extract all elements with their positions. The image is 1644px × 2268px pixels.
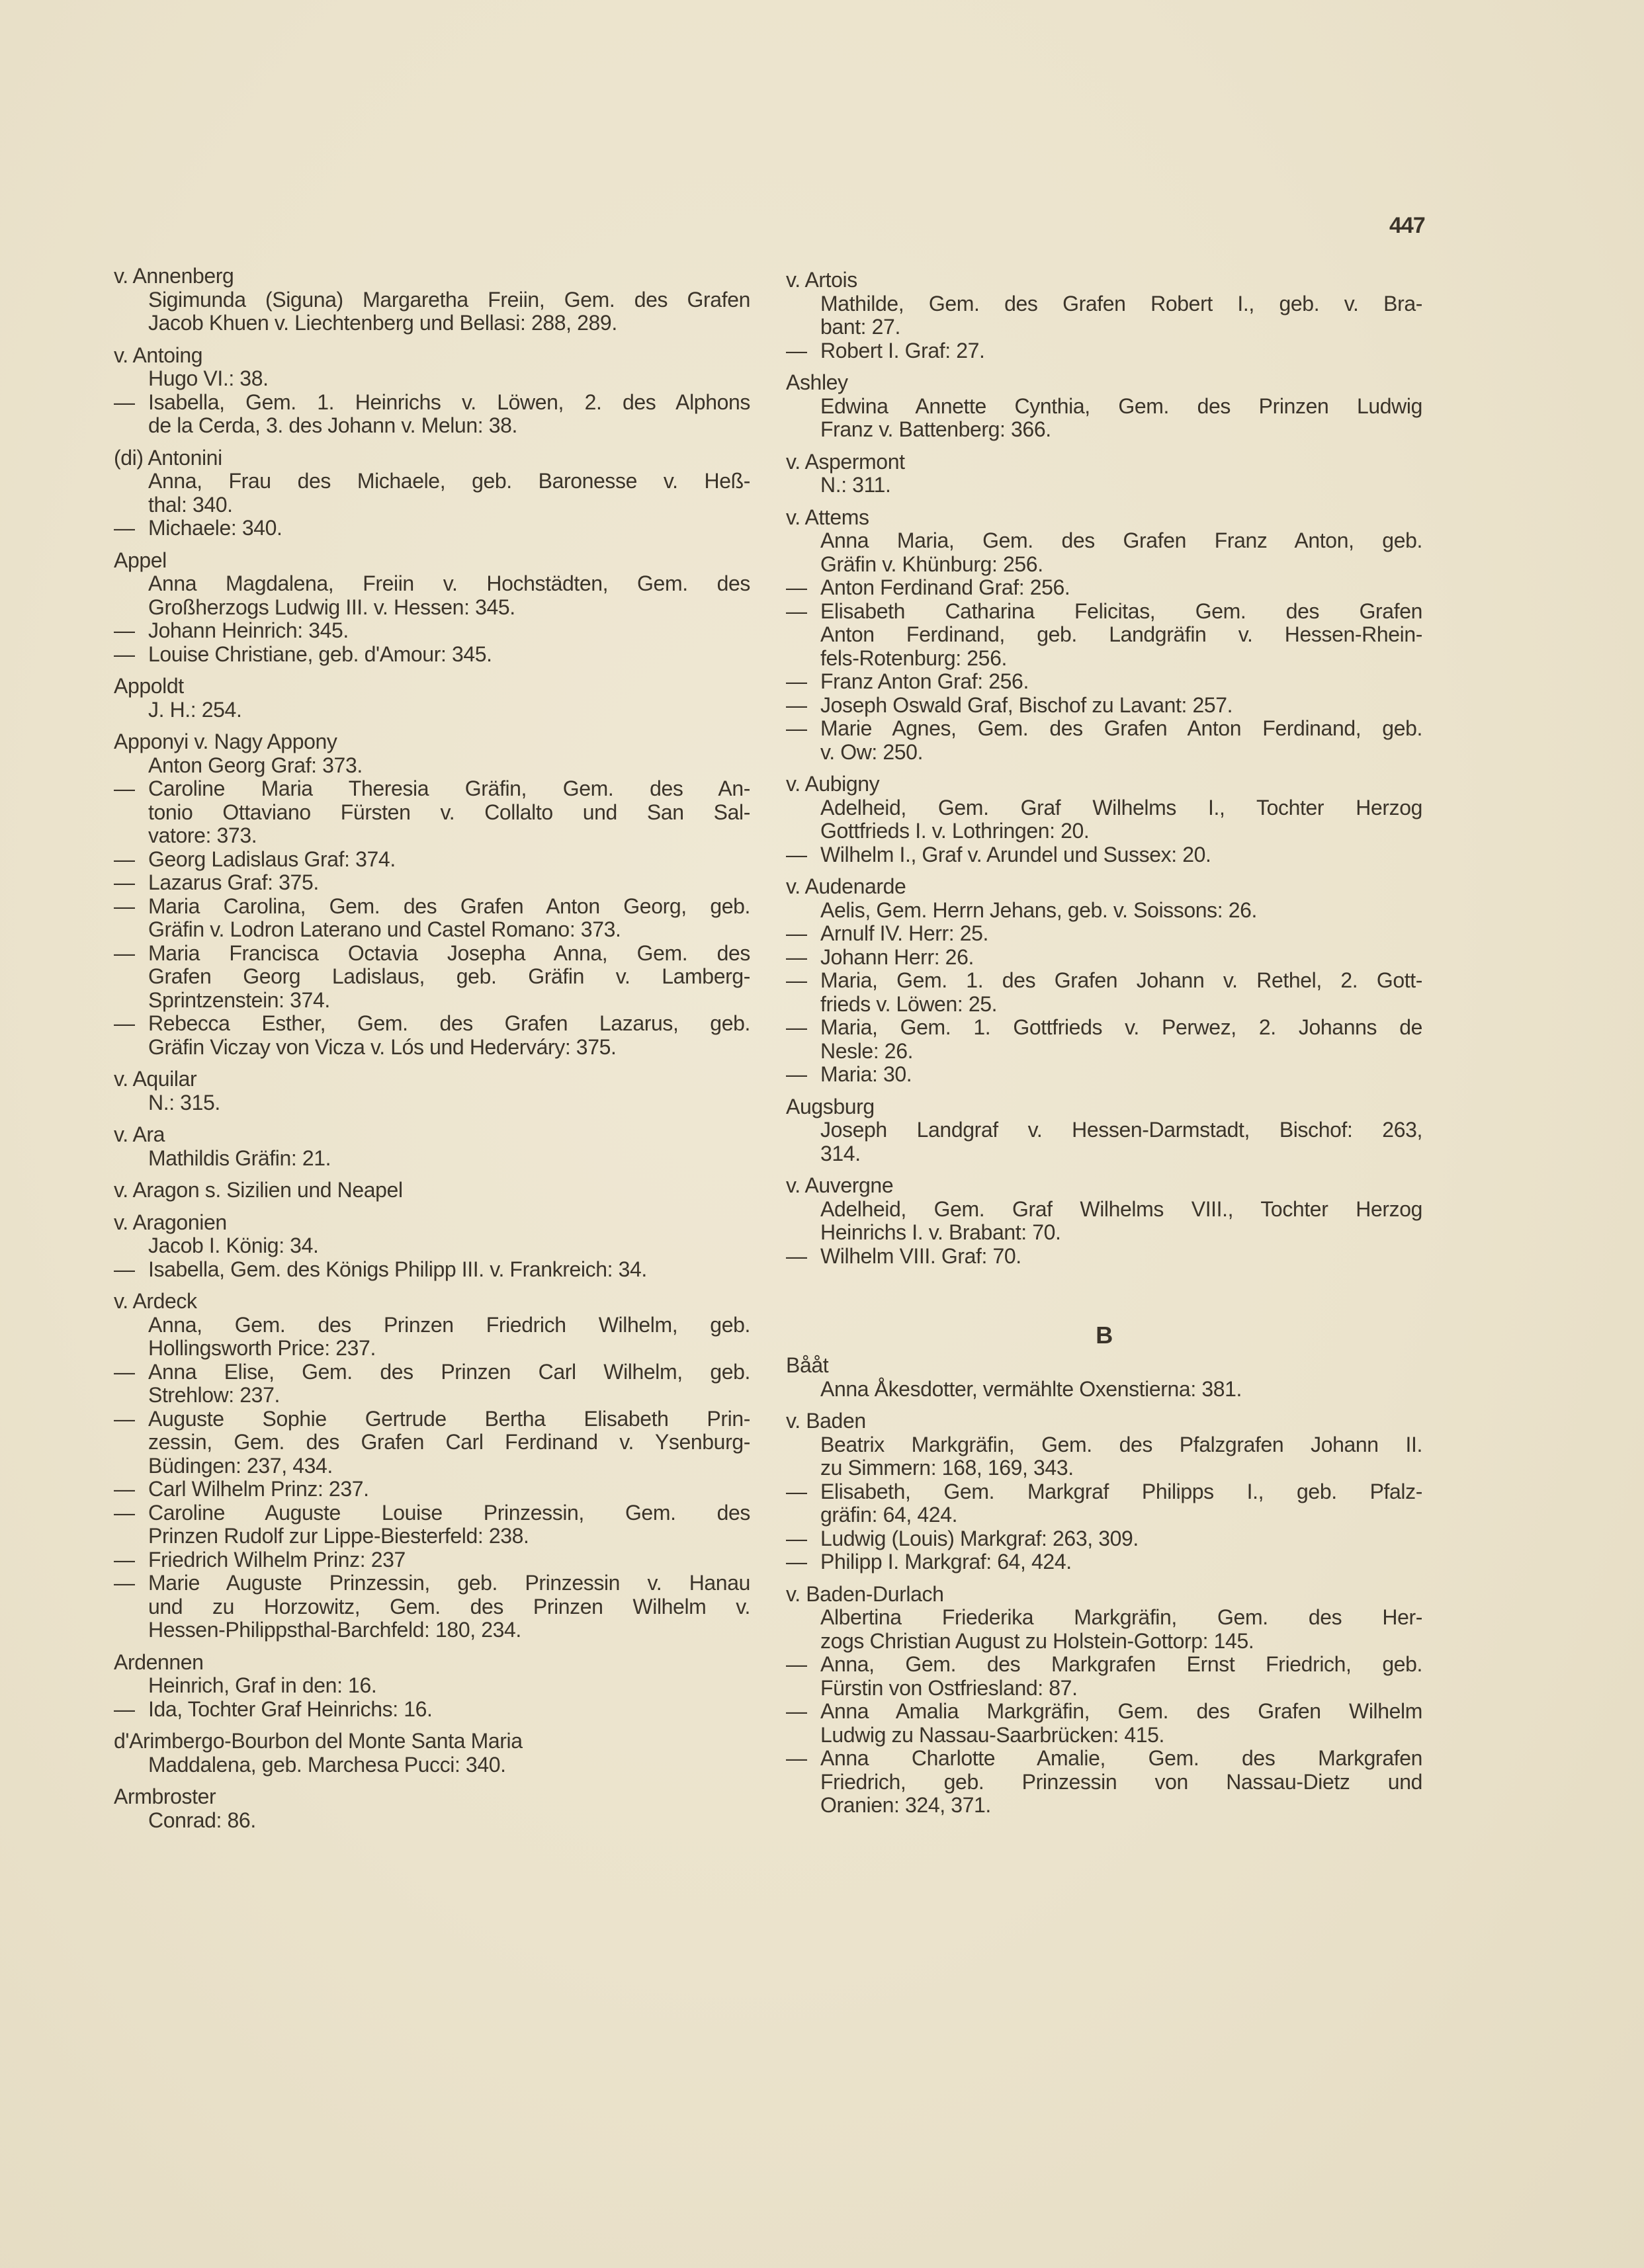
entry-line: Edwina Annette Cynthia, Gem. des Prinzen Ludwig (820, 394, 1422, 418)
index-groups-a (786, 269, 1422, 1268)
dash-mark: — (114, 1406, 135, 1431)
entry-line: Gräfin v. Lodron Laterano und Castel Romano: 373. (148, 917, 621, 941)
entry-line: Mathildis Gräfin: 21. (148, 1146, 331, 1170)
index-entry (114, 1809, 750, 1833)
index-entry (114, 754, 750, 778)
index-heading: v. Artois (786, 268, 857, 292)
entry-line: Maria Carolina, Gem. des Grafen Anton Georg, geb. (148, 894, 750, 918)
index-entry (114, 1314, 750, 1361)
index-column-right (786, 269, 1422, 1826)
entry-line: Georg Ladislaus Graf: 374. (148, 847, 396, 871)
entry-line: Nesle: 26. (820, 1038, 914, 1063)
index-entry (786, 796, 1422, 843)
index-entry (114, 1753, 750, 1777)
entry-line: Sprintzenstein: 374. (148, 987, 330, 1012)
dash-mark: — (786, 669, 807, 693)
entry-line: Anna, Gem. des Prinzen Friedrich Wilhelm, geb. (148, 1312, 750, 1337)
index-entry (114, 777, 750, 848)
index-groups-b (786, 1354, 1422, 1818)
dash-mark: — (786, 693, 807, 717)
entry-line: Maria Francisca Octavia Josepha Anna, Gem. des (148, 941, 750, 965)
index-group (114, 549, 750, 667)
dash-mark: — (786, 1243, 807, 1268)
index-entry (786, 1118, 1422, 1165)
entry-line: Heinrich, Graf in den: 16. (148, 1673, 377, 1697)
dash-mark: — (786, 1479, 807, 1503)
index-group (786, 773, 1422, 866)
index-entry (114, 1258, 750, 1282)
index-entry (786, 899, 1422, 923)
index-entry (786, 339, 1422, 363)
index-group (114, 675, 750, 722)
index-entry (786, 529, 1422, 576)
index-entry (786, 1063, 1422, 1087)
entry-line: Oranien: 324, 371. (820, 1793, 991, 1817)
entry-line: Maria, Gem. 1. Gottfrieds v. Perwez, 2. Johanns de (820, 1015, 1422, 1039)
entry-line: Anna, Gem. des Markgrafen Ernst Friedrich, geb. (820, 1652, 1422, 1676)
entry-line: und zu Horzowitz, Gem. des Prinzen Wilhelm v. (148, 1594, 750, 1618)
index-heading: d'Arimbergo-Bourbon del Monte Santa Maria (114, 1729, 523, 1753)
index-entry (114, 1572, 750, 1642)
index-heading: v. Attems (786, 505, 869, 529)
dash-mark: — (114, 642, 135, 666)
index-heading: Ardennen (114, 1650, 204, 1674)
index-entry (786, 395, 1422, 442)
dash-mark: — (114, 390, 135, 414)
index-group (786, 1174, 1422, 1268)
entry-line: v. Ow: 250. (820, 739, 924, 764)
entry-line: Prinzen Rudolf zur Lippe-Biesterfeld: 238. (148, 1524, 529, 1548)
entry-line: Franz Anton Graf: 256. (820, 669, 1029, 693)
entry-line: Anna Amalia Markgräfin, Gem. des Grafen Wilhelm (820, 1699, 1422, 1723)
entry-line: Großherzogs Ludwig III. v. Hessen: 345. (148, 595, 515, 619)
entry-line: Friedrich, geb. Prinzessin von Nassau-Dietz und (820, 1769, 1422, 1794)
index-entry (786, 292, 1422, 339)
index-entry (114, 572, 750, 619)
dash-mark: — (786, 1550, 807, 1574)
entry-line: Isabella, Gem. des Königs Philipp III. v. Frankreich: 34. (148, 1257, 647, 1281)
entry-line: Friedrich Wilhelm Prinz: 237 (148, 1547, 406, 1572)
index-entry (114, 895, 750, 942)
entry-line: Anton Georg Graf: 373. (148, 753, 363, 777)
dash-mark: — (114, 1257, 135, 1281)
index-heading: v. Aragonien (114, 1210, 227, 1234)
index-group (786, 1354, 1422, 1401)
entry-line: Fürstin von Ostfriesland: 87. (820, 1675, 1078, 1700)
index-entry (786, 576, 1422, 600)
entry-line: Hugo VI.: 38. (148, 366, 269, 390)
entry-line: J. H.: 254. (148, 697, 242, 722)
index-group (786, 371, 1422, 442)
dash-mark: — (786, 945, 807, 969)
entry-line: Caroline Maria Theresia Gräfin, Gem. des An- (148, 777, 750, 800)
index-heading: v. Ara (114, 1122, 165, 1146)
index-group (786, 875, 1422, 1087)
index-group (114, 1123, 750, 1170)
entry-line: thal: 340. (148, 492, 233, 517)
entry-line: N.: 315. (148, 1090, 220, 1114)
index-entry (786, 1378, 1422, 1402)
entry-line: Robert I. Graf: 27. (820, 338, 985, 362)
index-entry (786, 1606, 1422, 1653)
index-entry (114, 391, 750, 438)
index-group (114, 344, 750, 438)
entry-line: Carl Wilhelm Prinz: 237. (148, 1477, 369, 1501)
index-entry (114, 848, 750, 872)
dash-mark: — (786, 1652, 807, 1676)
entry-line: Ludwig zu Nassau-Saarbrücken: 415. (820, 1722, 1165, 1747)
entry-line: Arnulf IV. Herr: 25. (820, 921, 989, 945)
index-entry (114, 942, 750, 1013)
dash-mark: — (786, 1746, 807, 1770)
entry-line: Aelis, Gem. Herrn Jehans, geb. v. Soissons: 26. (820, 898, 1258, 922)
index-entry (786, 474, 1422, 497)
index-entry (786, 717, 1422, 764)
index-entry (786, 1747, 1422, 1818)
entry-line: 314. (820, 1141, 861, 1165)
index-entry (114, 698, 750, 722)
entry-line: Lazarus Graf: 375. (148, 870, 319, 894)
index-entry (114, 1501, 750, 1548)
index-group (114, 730, 750, 1059)
dash-mark: — (786, 1062, 807, 1086)
index-heading: Ashley (786, 370, 848, 394)
entry-line: Anton Ferdinand, geb. Landgräfin v. Hessen-Rhein- (820, 622, 1422, 646)
index-entry (114, 367, 750, 391)
index-entry (786, 1550, 1422, 1574)
entry-line: bant: 27. (820, 315, 900, 339)
dash-mark: — (114, 941, 135, 965)
index-entry (114, 1012, 750, 1059)
index-entry (114, 1478, 750, 1501)
dash-mark: — (114, 1011, 135, 1035)
entry-line: Ida, Tochter Graf Heinrichs: 16. (148, 1697, 433, 1721)
index-heading: v. Aquilar (114, 1067, 197, 1091)
index-heading: Armbroster (114, 1785, 216, 1808)
index-group (114, 1179, 750, 1202)
index-heading: v. Auvergne (786, 1173, 894, 1197)
index-group (114, 265, 750, 335)
entry-line: Philipp I. Markgraf: 64, 424. (820, 1550, 1072, 1574)
index-entry (114, 643, 750, 667)
index-entry (114, 1361, 750, 1407)
entry-line: zogs Christian August zu Holstein-Gottorp: 145. (820, 1628, 1254, 1653)
index-entry (114, 470, 750, 517)
entry-line: Franz v. Battenberg: 366. (820, 417, 1051, 441)
entry-line: Büdingen: 237, 434. (148, 1453, 333, 1478)
index-entry (114, 1091, 750, 1115)
entry-line: Joseph Landgraf v. Hessen-Darmstadt, Bischof: 263, (820, 1118, 1422, 1142)
index-entry (114, 1698, 750, 1722)
index-heading: v. Aubigny (786, 772, 880, 796)
entry-line: Anna Charlotte Amalie, Gem. des Markgrafen (820, 1746, 1422, 1770)
dash-mark: — (786, 1015, 807, 1039)
index-column-left (114, 265, 750, 1841)
index-group (114, 446, 750, 540)
entry-line: Hessen-Philippsthal-Barchfeld: 180, 234. (148, 1618, 521, 1642)
dash-mark: — (786, 1699, 807, 1723)
entry-line: Anna, Frau des Michaele, geb. Baronesse v. Heß- (148, 469, 750, 493)
entry-line: vatore: 373. (148, 823, 257, 847)
entry-line: Johann Heinrich: 345. (148, 618, 349, 642)
entry-line: Isabella, Gem. 1. Heinrichs v. Löwen, 2. des Alphons (148, 390, 750, 414)
index-group (114, 1068, 750, 1114)
index-entry (786, 1016, 1422, 1063)
entry-line: Jacob Khuen v. Liechtenberg und Bellasi: 288, 289. (148, 311, 617, 335)
index-group (786, 269, 1422, 362)
index-heading: Bååt (786, 1353, 829, 1377)
page-number: 447 (1389, 213, 1425, 238)
index-group (114, 1785, 750, 1832)
index-entry (786, 1198, 1422, 1245)
entry-line: Grafen Georg Ladislaus, geb. Gräfin v. Lamberg- (148, 964, 750, 988)
entry-line: zessin, Gem. des Grafen Carl Ferdinand v. Ysenburg- (148, 1430, 750, 1454)
index-heading: Augsburg (786, 1094, 875, 1118)
index-group (786, 1583, 1422, 1818)
dash-mark: — (786, 968, 807, 992)
index-heading: v. Ardeck (114, 1289, 197, 1313)
index-entry (786, 670, 1422, 694)
index-group (114, 1290, 750, 1642)
index-entry (786, 1245, 1422, 1269)
index-entry (786, 946, 1422, 970)
dash-mark: — (114, 618, 135, 642)
index-group (786, 1409, 1422, 1574)
dash-mark: — (786, 338, 807, 362)
dash-mark: — (114, 1571, 135, 1595)
entry-line: Anna Åkesdotter, vermählte Oxenstierna: 381. (820, 1376, 1242, 1401)
entry-line: Mathilde, Gem. des Grafen Robert I., geb. v. Bra- (820, 291, 1422, 315)
entry-line: Gräfin Viczay von Vicza v. Lós und Hederváry: 375. (148, 1034, 617, 1059)
entry-line: Marie Agnes, Gem. des Grafen Anton Ferdinand, geb. (820, 716, 1422, 740)
index-heading: Appel (114, 548, 167, 572)
entry-line: Anna Magdalena, Freiin v. Hochstädten, Gem. des (148, 571, 750, 595)
index-entry (114, 517, 750, 540)
dash-mark: — (786, 1526, 807, 1550)
index-entry (114, 1674, 750, 1698)
entry-line: zu Simmern: 168, 169, 343. (820, 1456, 1074, 1480)
entry-line: Elisabeth Catharina Felicitas, Gem. des Grafen (820, 599, 1422, 623)
entry-line: Hollingsworth Price: 237. (148, 1336, 376, 1360)
entry-line: Anton Ferdinand Graf: 256. (820, 575, 1070, 599)
index-entry (786, 1433, 1422, 1480)
dash-mark: — (786, 575, 807, 599)
entry-line: Rebecca Esther, Gem. des Grafen Lazarus, geb. (148, 1011, 750, 1035)
entry-line: Beatrix Markgräfin, Gem. des Pfalzgrafen Johann II. (820, 1432, 1422, 1456)
index-entry (114, 1147, 750, 1171)
entry-line: Michaele: 340. (148, 516, 282, 540)
index-entry (114, 871, 750, 895)
index-entry (786, 843, 1422, 867)
dash-mark: — (114, 870, 135, 894)
index-entry (786, 600, 1422, 671)
index-entry (114, 1548, 750, 1572)
entry-line: Anna Elise, Gem. des Prinzen Carl Wilhelm, geb. (148, 1359, 750, 1384)
entry-line: Strehlow: 237. (148, 1383, 280, 1407)
entry-line: Elisabeth, Gem. Markgraf Philipps I., geb. Pfalz- (820, 1479, 1422, 1503)
entry-line: Marie Auguste Prinzessin, geb. Prinzessin v. Hanau (148, 1571, 750, 1595)
entry-line: fels-Rotenburg: 256. (820, 646, 1007, 670)
index-entry (114, 1407, 750, 1478)
index-heading: v. Baden-Durlach (786, 1581, 944, 1606)
dash-mark: — (786, 716, 807, 740)
entry-line: N.: 311. (820, 473, 891, 497)
index-heading: v. Antoing (114, 343, 203, 367)
index-heading: v. Aragon s. Sizilien und Neapel (114, 1178, 403, 1202)
index-group (114, 1730, 750, 1777)
entry-line: Conrad: 86. (148, 1808, 256, 1832)
entry-line: Jacob I. König: 34. (148, 1234, 319, 1257)
entry-line: tonio Ottaviano Fürsten v. Collalto und San Sal- (148, 800, 750, 824)
index-entry (786, 1653, 1422, 1700)
dash-mark: — (114, 1359, 135, 1384)
entry-line: de la Cerda, 3. des Johann v. Melun: 38. (148, 413, 517, 437)
index-group (786, 1095, 1422, 1166)
entry-line: Joseph Oswald Graf, Bischof zu Lavant: 257. (820, 693, 1233, 717)
entry-line: Adelheid, Gem. Graf Wilhelms I., Tochter Herzog (820, 795, 1422, 819)
index-entry (786, 969, 1422, 1016)
dash-mark: — (114, 1477, 135, 1501)
dash-mark: — (114, 516, 135, 540)
index-entry (786, 694, 1422, 718)
entry-line: gräfin: 64, 424. (820, 1503, 958, 1527)
entry-line: Heinrichs I. v. Brabant: 70. (820, 1220, 1061, 1244)
index-heading: v. Baden (786, 1409, 866, 1433)
index-entry (786, 1527, 1422, 1551)
entry-line: Caroline Auguste Louise Prinzessin, Gem. des (148, 1500, 750, 1525)
entry-line: Johann Herr: 26. (820, 945, 974, 969)
index-heading: v. Audenarde (786, 874, 906, 898)
dash-mark: — (786, 842, 807, 866)
dash-mark: — (114, 1500, 135, 1525)
entry-line: Maria, Gem. 1. des Grafen Johann v. Rethel, 2. Gott- (820, 968, 1422, 992)
section-letter-b: B (1096, 1322, 1113, 1349)
index-entry (114, 619, 750, 643)
index-entry (114, 288, 750, 335)
index-heading: v. Aspermont (786, 449, 905, 474)
entry-line: Sigimunda (Siguna) Margaretha Freiin, Gem. des Grafen (148, 287, 750, 312)
dash-mark: — (114, 777, 135, 800)
dash-mark: — (114, 847, 135, 871)
entry-line: Auguste Sophie Gertrude Bertha Elisabeth Prin- (148, 1406, 750, 1431)
entry-line: Gottfrieds I. v. Lothringen: 20. (820, 819, 1090, 843)
index-heading: Appoldt (114, 674, 184, 698)
dash-mark: — (786, 921, 807, 945)
entry-line: Wilhelm I., Graf v. Arundel und Sussex: 20. (820, 842, 1211, 866)
index-group (786, 506, 1422, 765)
index-entry (786, 922, 1422, 946)
index-heading: Apponyi v. Nagy Appony (114, 730, 337, 753)
index-entry (786, 1700, 1422, 1747)
entry-line: Albertina Friederika Markgräfin, Gem. des Her- (820, 1605, 1422, 1629)
index-heading: v. Annenberg (114, 264, 234, 288)
index-heading: (di) Antonini (114, 445, 222, 470)
entry-line: Anna Maria, Gem. des Grafen Franz Anton, geb. (820, 528, 1422, 552)
entry-line: Wilhelm VIII. Graf: 70. (820, 1243, 1021, 1268)
entry-line: Gräfin v. Khünburg: 256. (820, 552, 1043, 576)
index-group (786, 450, 1422, 497)
index-entry (114, 1234, 750, 1258)
entry-line: Maria: 30. (820, 1062, 912, 1086)
entry-line: Maddalena, geb. Marchesa Pucci: 340. (148, 1752, 506, 1777)
dash-mark: — (786, 599, 807, 623)
dash-mark: — (114, 894, 135, 918)
entry-line: Louise Christiane, geb. d'Amour: 345. (148, 642, 492, 666)
entry-line: frieds v. Löwen: 25. (820, 991, 998, 1016)
index-group (114, 1651, 750, 1722)
index-group (114, 1211, 750, 1282)
index-entry (786, 1480, 1422, 1527)
dash-mark: — (114, 1547, 135, 1572)
dash-mark: — (114, 1697, 135, 1721)
entry-line: Ludwig (Louis) Markgraf: 263, 309. (820, 1526, 1139, 1550)
entry-line: Adelheid, Gem. Graf Wilhelms VIII., Tochter Herzog (820, 1197, 1422, 1221)
